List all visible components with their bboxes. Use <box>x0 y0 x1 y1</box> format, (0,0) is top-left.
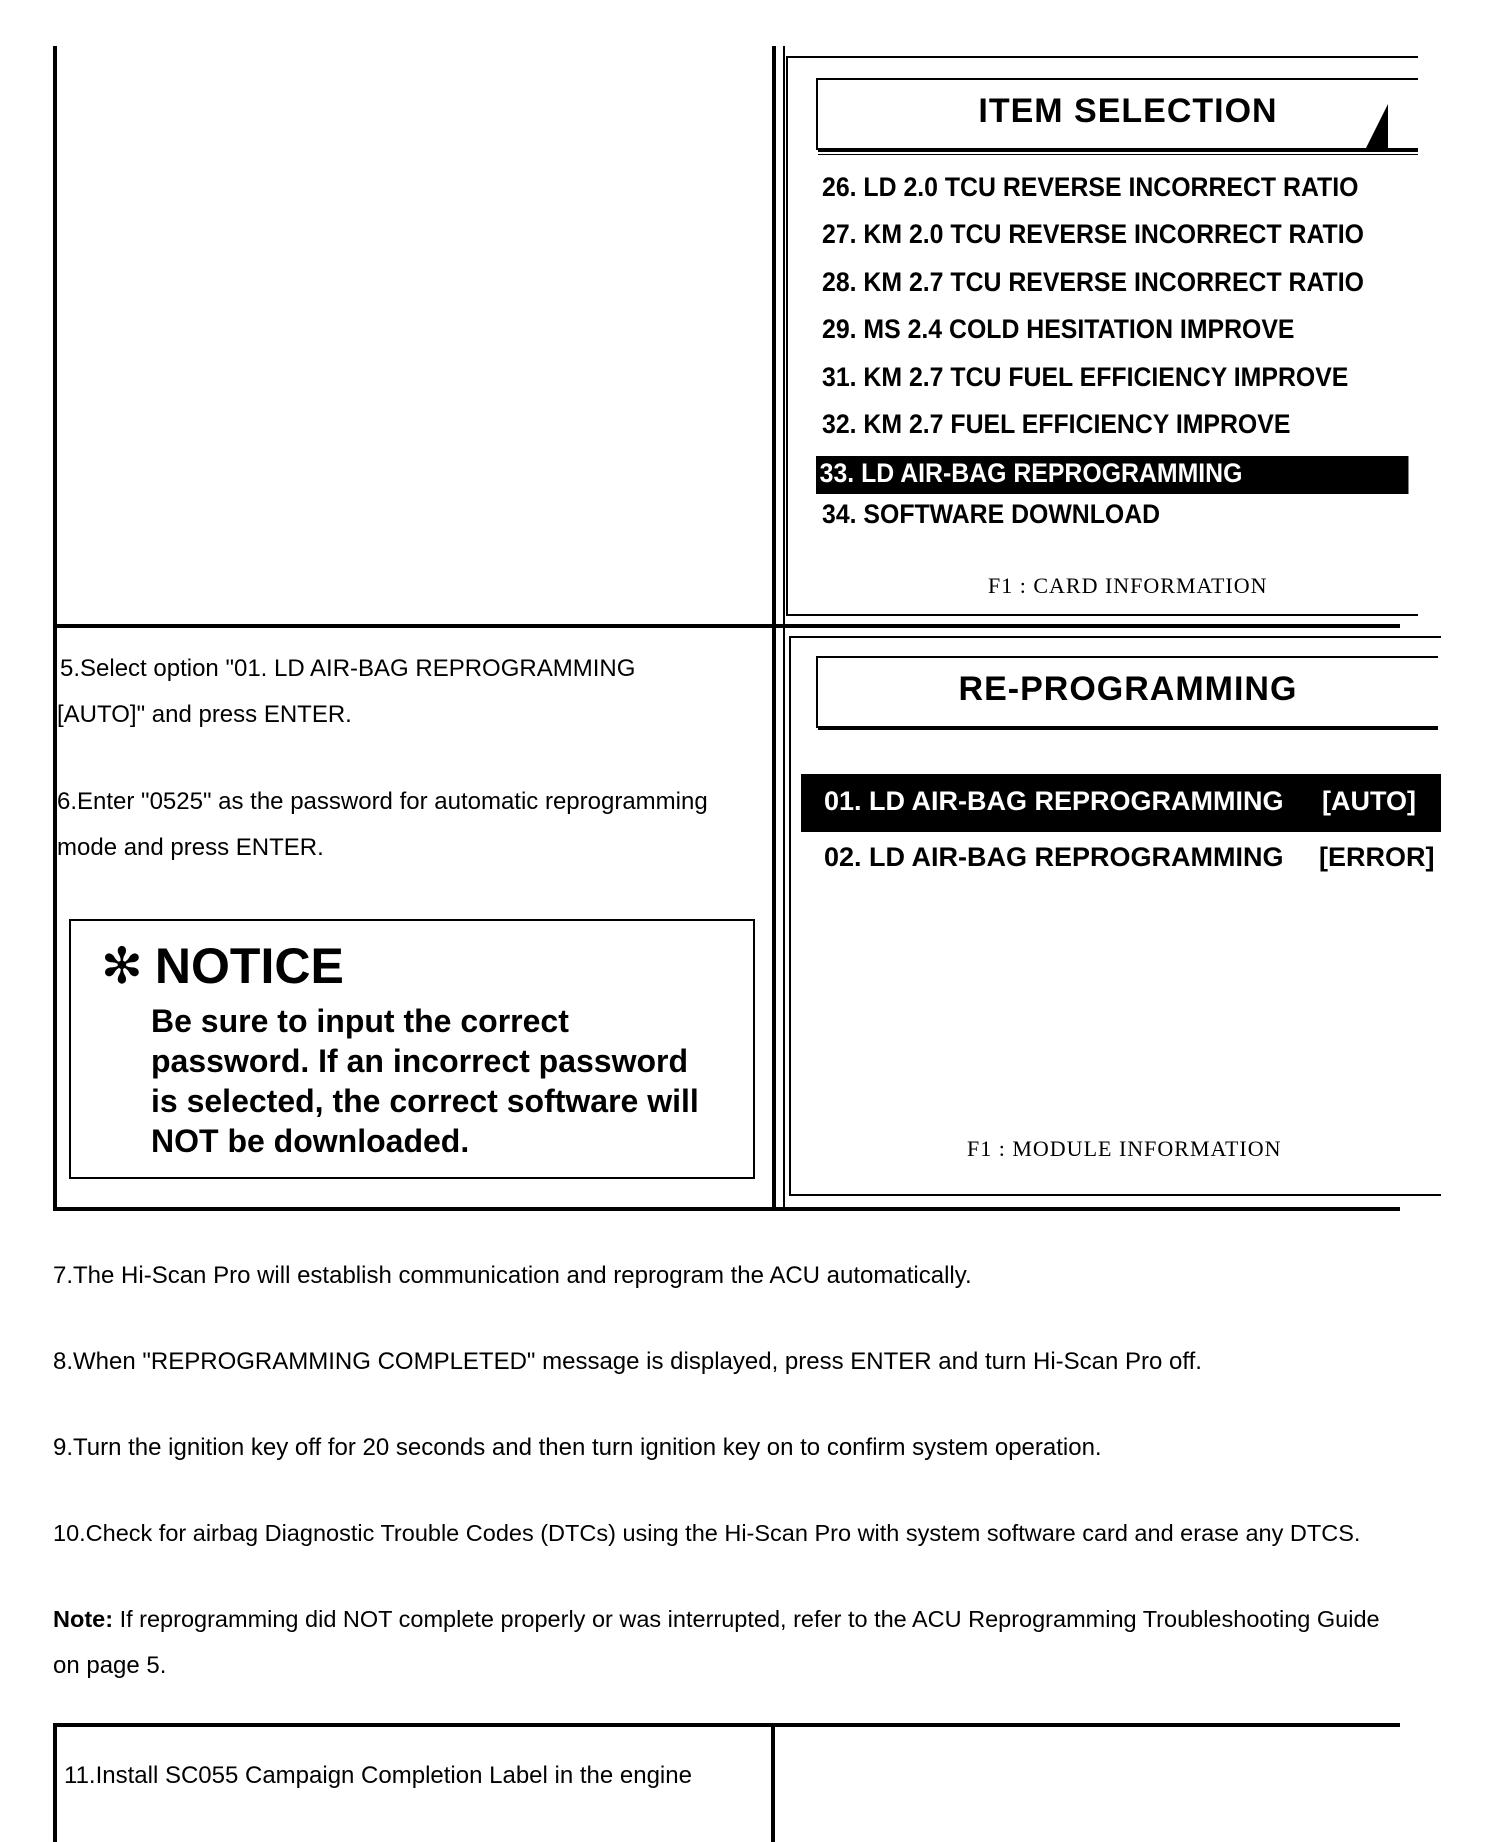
table-left-border <box>53 46 57 1211</box>
item-selection-screen <box>786 56 1418 616</box>
notice-line-3: is selected, the correct software will <box>151 1083 699 1119</box>
notice-title: NOTICE <box>154 938 344 994</box>
f1-module-information: F1 : MODULE INFORMATION <box>967 1136 1282 1161</box>
reprog-option-mode: [ERROR] <box>1319 842 1435 872</box>
scroll-up-triangle-icon <box>1366 104 1388 148</box>
note-text: If reprogramming did NOT complete properly or was interrupted, refer to the ACU Reprogramming Troubleshooting Guide <box>113 1606 1380 1632</box>
f1-card-information: F1 : CARD INFORMATION <box>988 573 1268 598</box>
notice-box <box>69 919 755 1179</box>
bottom-table-left-border <box>53 1723 57 1842</box>
reprog-option-auto-selected[interactable] <box>801 774 1441 832</box>
menu-item-29[interactable]: 29. MS 2.4 COLD HESITATION IMPROVE <box>822 314 1295 344</box>
item-selection-title-box <box>816 78 1418 150</box>
notice-body <box>151 1001 741 1161</box>
step-11: 11.Install SC055 Campaign Completion Label in the engine <box>64 1762 692 1789</box>
reprog-option-label: 02. LD AIR-BAG REPROGRAMMING <box>824 842 1284 872</box>
reprog-option-label: 01. LD AIR-BAG REPROGRAMMING <box>824 786 1284 816</box>
title-underline <box>818 728 1438 730</box>
menu-item-34[interactable]: 34. SOFTWARE DOWNLOAD <box>822 499 1161 529</box>
bottom-table-top-border <box>53 1723 1400 1727</box>
table-right-divider <box>783 46 785 1211</box>
step-9: 9.Turn the ignition key off for 20 seconds and then turn ignition key on to confirm system operation. <box>53 1434 1102 1461</box>
table-bottom-border <box>53 1207 1400 1211</box>
step-10: 10.Check for airbag Diagnostic Trouble Codes (DTCs) using the Hi-Scan Pro with system software card and erase any DTCS. <box>53 1520 1361 1546</box>
step-6-line-1: 6.Enter "0525" as the password for automatic reprogramming <box>57 788 708 815</box>
reprogramming-title-box <box>816 656 1438 728</box>
menu-item-27[interactable]: 27. KM 2.0 TCU REVERSE INCORRECT RATIO <box>822 219 1364 249</box>
note-label: Note: <box>53 1606 114 1632</box>
screen-title: RE-PROGRAMMING <box>958 670 1298 708</box>
step-7: 7.The Hi-Scan Pro will establish communication and reprogram the ACU automatically. <box>53 1262 972 1289</box>
notice-heading <box>101 937 344 995</box>
screen-title: ITEM SELECTION <box>978 92 1278 130</box>
menu-item-31[interactable]: 31. KM 2.7 TCU FUEL EFFICIENCY IMPROVE <box>822 362 1349 392</box>
table-row-divider <box>53 624 1400 628</box>
reprogramming-screen <box>789 636 1441 1196</box>
step-6-line-2: mode and press ENTER. <box>57 834 324 861</box>
notice-line-2: password. If an incorrect password <box>151 1043 689 1079</box>
menu-item-32[interactable]: 32. KM 2.7 FUEL EFFICIENCY IMPROVE <box>822 409 1291 439</box>
menu-item-33-selected[interactable]: 33. LD AIR-BAG REPROGRAMMING <box>816 456 1408 494</box>
step-5-line-1: 5.Select option "01. LD AIR-BAG REPROGRAMMING <box>60 655 636 682</box>
step-5-line-2: [AUTO]" and press ENTER. <box>57 701 352 728</box>
asterisk-icon: ✻ <box>101 938 143 994</box>
menu-item-26[interactable]: 26. LD 2.0 TCU REVERSE INCORRECT RATIO <box>822 172 1359 202</box>
bottom-table-middle-divider <box>771 1723 775 1842</box>
title-underline-thin <box>818 154 1418 155</box>
notice-line-4: NOT be downloaded. <box>151 1123 470 1159</box>
note-line-2: on page 5. <box>53 1652 167 1679</box>
step-8: 8.When "REPROGRAMMING COMPLETED" message is displayed, press ENTER and turn Hi-Scan Pro off. <box>53 1348 1202 1375</box>
note-line-1 <box>53 1606 1380 1633</box>
menu-item-28[interactable]: 28. KM 2.7 TCU REVERSE INCORRECT RATIO <box>822 267 1364 297</box>
reprog-option-mode: [AUTO] <box>1322 786 1416 816</box>
reprog-option-error[interactable] <box>801 834 1441 884</box>
table-middle-divider <box>772 46 776 1211</box>
title-underline <box>818 150 1418 152</box>
notice-line-1: Be sure to input the correct <box>151 1003 569 1039</box>
